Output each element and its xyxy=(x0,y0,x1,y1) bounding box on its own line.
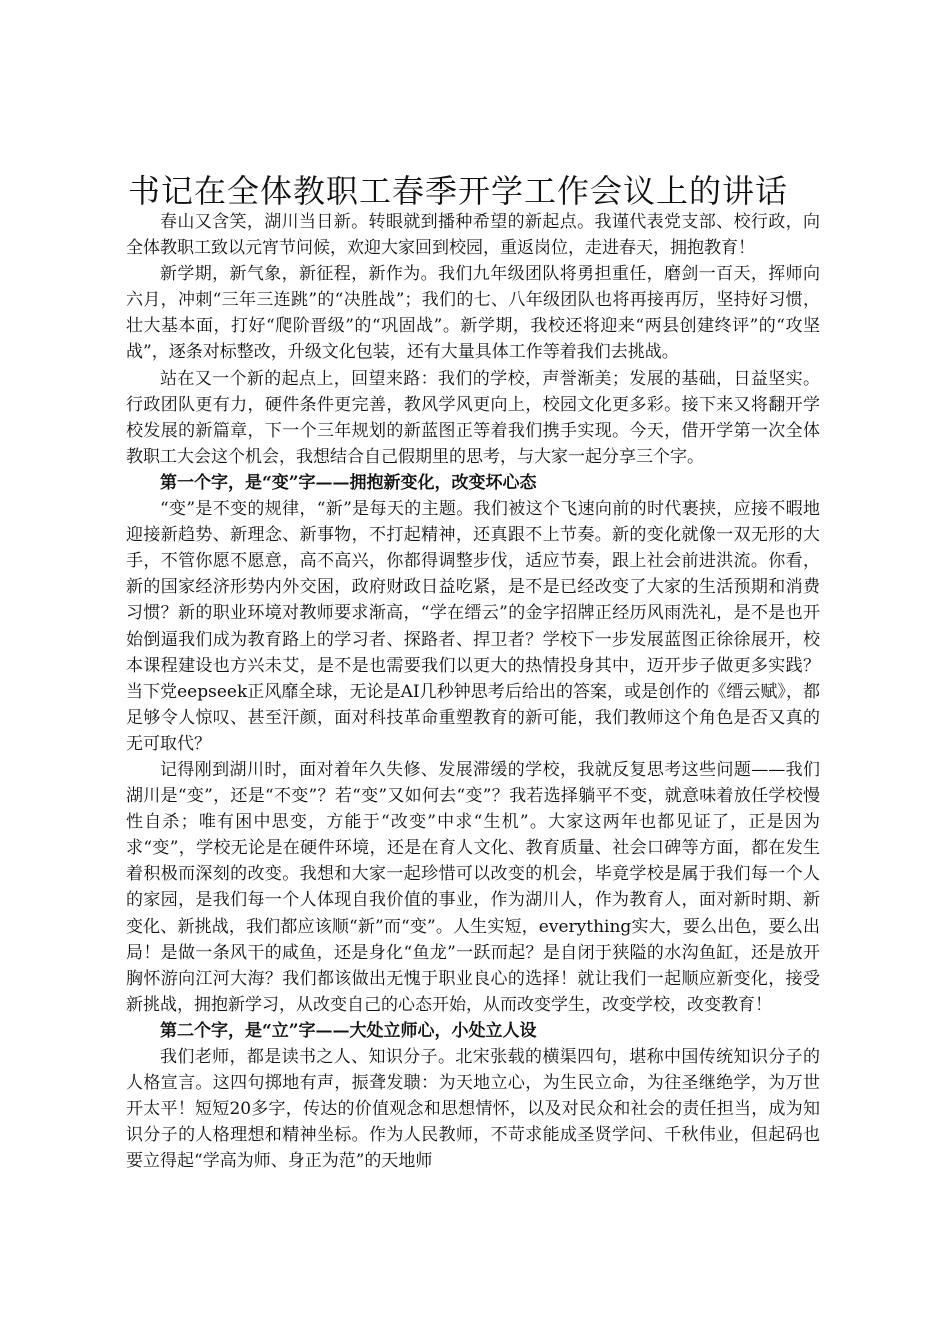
paragraph: 记得刚到湖川时，面对着年久失修、发展滞缓的学校，我就反复思考这些问题——我们湖川是“变”，还是“不变”？若“变”又如何去“变”？我若选择躺平不变，就意味着放任学校慢性自杀；唯有困中思变，方能于“改变”中求“生机”。大家这两年也都见证了，正是因为求“变”，学校无论是在硬件环境，还是在育人文化、教育质量、社会口碑等方面，都在发生着积极而深刻的改变。我想和大家一起珍惜可以改变的机会，毕竟学校是属于我们每一个人的家园，是我们每一个人体现自我价值的事业，作为湖川人，作为教育人，面对新时期、新变化、新挑战，我们都应该顺“新”而“变”。人生实短，everything实大，要么出色，要么出局！是做一条风干的咸鱼，还是身化“鱼龙”一跃而起？是自闭于狭隘的水沟鱼缸，还是放开胸怀游向江河大海？我们都该做出无愧于职业良心的选择！就让我们一起顺应新变化，接受新挑战，拥抱新学习，从改变自己的心态开始，从而改变学生，改变学校，改变教育！ xyxy=(126,759,820,1015)
document-title: 书记在全体教职工春季开学工作会议上的讲话 xyxy=(128,172,789,210)
section-heading: 第一个字，是“变”字——拥抱新变化，改变坏心态 xyxy=(160,472,537,493)
section-heading: 第二个字，是“立”字——大处立师心，小处立人设 xyxy=(160,1020,537,1041)
paragraph: 我们老师，都是读书之人、知识分子。北宋张载的横渠四句，堪称中国传统知识分子的人格宣言。这四句掷地有声，振聋发聩：为天地立心，为生民立命，为往圣继绝学，为万世开太平！短短20多字，传达的价值观念和思想情怀，以及对民众和社会的责任担当，成为知识分子的人格理想和精神坐标。作为人民教师，不苛求能成圣贤学问、千秋伟业，但起码也要立得起“学高为师、身正为范”的天地师 xyxy=(126,1047,820,1172)
paragraph: 新学期，新气象，新征程，新作为。我们九年级团队将勇担重任，磨剑一百天，挥师向六月，冲刺“三年三连跳”的“决胜战”；我们的七、八年级团队也将再接再厉，坚持好习惯，壮大基本面，打好“爬阶晋级”的“巩固战”。新学期，我校还将迎来“两县创建终评”的“攻坚战”，逐条对标整改，升级文化包装，还有大量具体工作等着我们去挑战。 xyxy=(126,264,820,363)
paragraph: “变”是不变的规律，“新”是每天的主题。我们被这个飞速向前的时代裹挟，应接不暇地迎接新趋势、新理念、新事物，不打起精神，还真跟不上节奏。新的变化就像一双无形的大手，不管你愿不愿意，高不高兴，你都得调整步伐，适应节奏，跟上社会前进洪流。你看，新的国家经济形势内外交困，政府财政日益吃紧，是不是已经改变了大家的生活预期和消费习惯？新的职业环境对教师要求渐高，“学在缙云”的金字招牌正经历风雨洗礼，是不是也开始倒逼我们成为教育路上的学习者、探路者、捍卫者？学校下一步发展蓝图正徐徐展开，校本课程建设也方兴未艾，是不是也需要我们以更大的热情投身其中，迈开步子做更多实践？当下党eepseek正风靡全球，无论是AI几秒钟思考后给出的答案，或是创作的《缙云赋》，都足够令人惊叹、甚至汗颜，面对科技革命重塑教育的新可能，我们教师这个角色是否又真的无可取代？ xyxy=(126,499,820,754)
document-body xyxy=(126,209,820,1174)
paragraph: 站在又一个新的起点上，回望来路：我们的学校，声誉渐美；发展的基础，日益坚实。行政团队更有力，硬件条件更完善，教风学风更向上，校园文化更多彩。接下来又将翻开学校发展的新篇章，下一个三年规划的新蓝图正等着我们携手实现。今天，借开学第一次全体教职工大会这个机会，我想结合自己假期里的思考，与大家一起分享三个字。 xyxy=(126,368,820,467)
paragraph: 春山又含笑，湖川当日新。转眼就到播种希望的新起点。我谨代表党支部、校行政，向全体教职工致以元宵节问候，欢迎大家回到校园，重返岗位，走进春天，拥抱教育！ xyxy=(126,212,820,259)
